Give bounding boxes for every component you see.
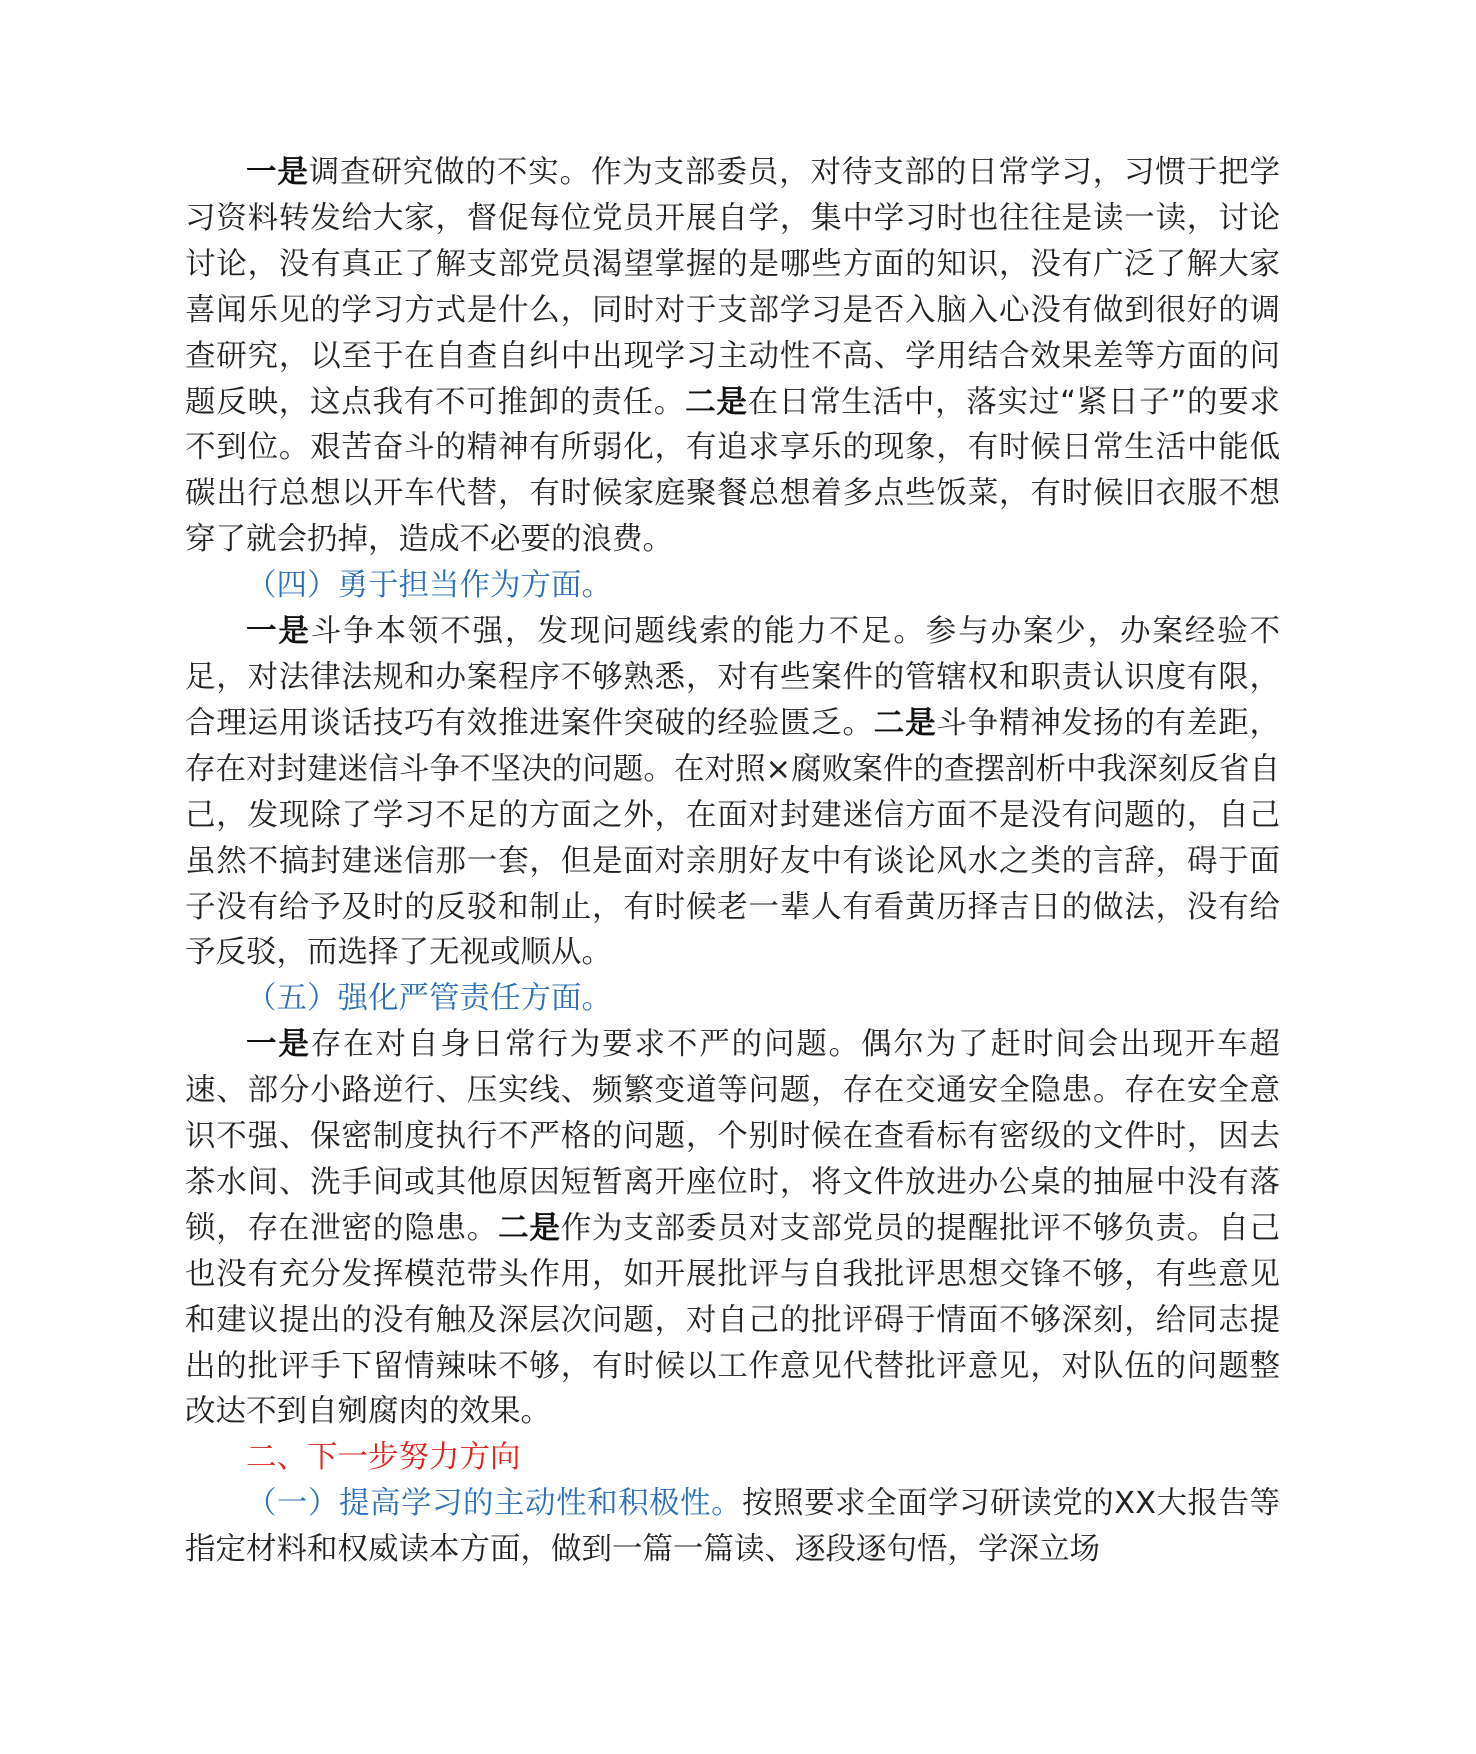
paragraph-text: 调查研究做的不实。作为支部委员，对待支部的日常学习，习惯于把学习资料转发给大家，督促每位党员开展自学，集中学习时也往往是读一读，讨论讨论，没有真正了解支部党员渴望掌握的是哪些方面的知识，没有广泛了解大家喜闻乐见的学习方式是什么，同时对于支部学习是否入脑入心没有做到很好的调查研究，以至于在自查自纠中出现学习主动性不高、学用结合效果差等方面的问题反映，这点我有不可推卸的责任。 [185, 155, 1280, 420]
paragraph-4 [185, 1481, 1280, 1573]
subheading-4: （四）勇于担当作为方面。 [246, 568, 612, 604]
subheading-1: （一）提高学习的主动性和积极性。 [246, 1486, 743, 1522]
paragraph-1 [185, 150, 1280, 563]
paragraph-3 [185, 1022, 1280, 1435]
paragraph-text: 按照要求全面学习研读党的XX大报告等指定材料和权威读本方面，做到一篇一篇读、逐段逐句悟，学深立场 [185, 1486, 1280, 1568]
paragraph-text: 存在对自身日常行为要求不严的问题。偶尔为了赶时间会出现开车超速、部分小路逆行、压实线、频繁变道等问题，存在交通安全隐患。存在安全意识不强、保密制度执行不严格的问题，个别时候在查看标有密级的文件时，因去茶水间、洗手间或其他原因短暂离开座位时，将文件放进办公桌的抽屉中没有落锁，存在泄密的隐患。 [185, 1027, 1281, 1246]
section-heading-2: 二、下一步努力方向 [246, 1440, 521, 1476]
paragraph-text: 斗争本领不强，发现问题线索的能力不足。参与办案少，办案经验不足，对法律法规和办案程序不够熟悉，对有些案件的管辖权和职责认识度有限，合理运用谈话技巧有效推进案件突破的经验匮乏。 [185, 614, 1281, 741]
lead-yi-shi: 一是 [246, 155, 309, 190]
paragraph-2 [185, 609, 1280, 976]
lead-er-shi: 二是 [498, 1210, 561, 1246]
paragraph-text: 斗争精神发扬的有差距，存在对封建迷信斗争不坚决的问题。在对照×腐败案件的查摆剖析中我深刻反省自己，发现除了学习不足的方面之外，在面对封建迷信方面不是没有问题的，自己虽然不搞封建迷信那一套，但是面对亲朋好友中有谈论风水之类的言辞，碍于面子没有给予及时的反驳和制止，有时候老一辈人有看黄历择吉日的做法，没有给予反驳，而选择了无视或顺从。 [185, 705, 1281, 971]
lead-er-shi: 二是 [685, 384, 748, 420]
subheading-5: （五）强化严管责任方面。 [246, 981, 612, 1017]
lead-yi-shi: 一是 [246, 614, 311, 650]
lead-yi-shi: 一是 [246, 1027, 311, 1063]
lead-er-shi: 二是 [873, 705, 937, 741]
document-page [185, 150, 1280, 1573]
paragraph-text: 作为支部委员对支部党员的提醒批评不够负责。自己也没有充分发挥模范带头作用，如开展批评与自我批评思想交锋不够，有些意见和建议提出的没有触及深层次问题，对自己的批评碍于情面不够深刻，给同志提出的批评手下留情辣味不够，有时候以工作意见代替批评意见，对队伍的问题整改达不到自剜腐肉的效果。 [185, 1210, 1281, 1430]
paragraph-text: 在日常生活中，落实过“紧日子”的要求不到位。艰苦奋斗的精神有所弱化，有追求享乐的现象，有时候日常生活中能低碳出行总想以开车代替，有时候家庭聚餐总想着多点些饭菜，有时候旧衣服不想穿了就会扔掉，造成不必要的浪费。 [185, 384, 1281, 558]
